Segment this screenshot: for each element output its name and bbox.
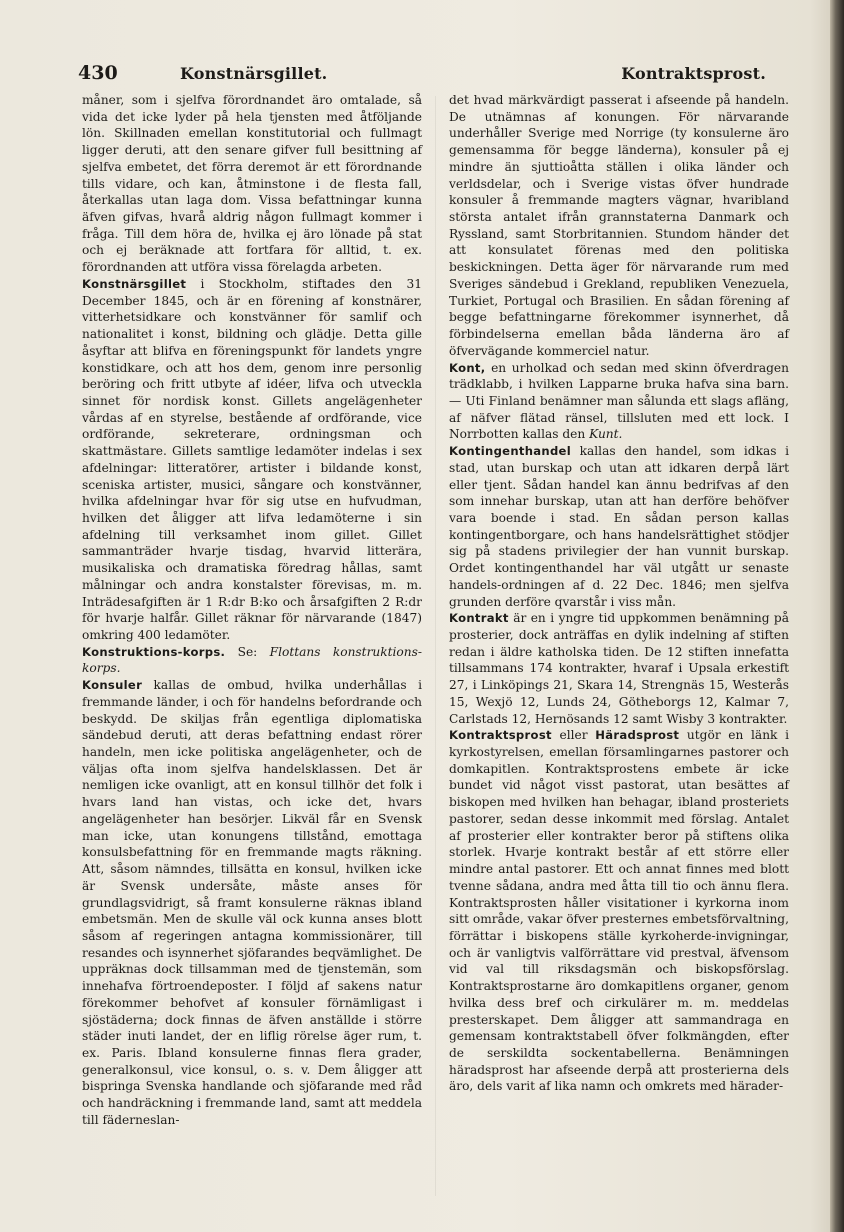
page-number: 430 [78, 62, 118, 84]
entry-keyword: Konsuler [82, 678, 143, 693]
page-edge-shadow [830, 0, 844, 1232]
running-head-right: Kontraktsprost. [621, 64, 766, 83]
left-column [82, 92, 422, 1129]
entry-kontraktsprost: Kontraktsprost eller Häradsprost utgör en länk i kyrkostyrelsen, emellan församlingarnes pastorer och domkapitlen. Kontraktsprostens embete är icke bundet vid något visst pastorat, utan besättes af biskopen med hvilken han behagar, ibland prosteriets pastorer, sedan desse inkommit med förslag. Antalet af prosterier eller kontrakter beror på stiftens olika storlek. Hvarje kontrakt består af ett större eller mindre antal pastorer. Ett och annat finnes med blott tvenne sådana, andra med åtta till tio och ännu flera. Kontraktsprosten håller visitationer i kyrkorna inom sitt område, vakar öfver presternes embetsförvaltning, förrättar i biskopens ställe kyrkoherde-invigningar, och är vanligtvis valförrättare vid prestval, äfvensom vid val till riksdagsmän och biskopsförslag. Kontraktsprostarne äro domkapitlens organer, genom hvilka dess bref och cirkulärer m. m. meddelas presterskapet. Dem åligger att sammandraga en gemensam kontraktstabell öfver folkmängden, efter de serskildta sockentabellerna. Benämningen häradsprost har afseende derpå att prosterierna dels äro, dels varit af lika namn och omkrets med härader- [449, 728, 789, 1094]
entry-kont: Kont, en urholkad och sedan med skinn öfverdragen trädklabb, i hvilken Lapparne bruka hafva sina barn. — Uti Finland benämner man sålunda ett slags afläng, af näfver flätad ränsel, tillsluten med ett lock. I Norrbotten kallas den Kunt. [449, 360, 789, 442]
entry-konstnarsgillet: Konstnärsgillet i Stockholm, stiftades den 31 December 1845, och är en förening af konstnärer, vitterhetsidkare och konstvänner för samlif och nationalitet i konst, bildning och glädje. Detta gille åsyftar att blifva en föreningspunkt för landets yngre konstidkare, och att hos dem, genom inre personlig beröring och fritt utbyte af idéer, lifva och utveckla sinnet för nordisk konst. Gillets angelägenheter vårdas af en styrelse, bestående af ordförande, vice ordförande, sekreterare, ordningsman och skattmästare. Gillets samtlige ledamöter indelas i sex afdelningar: litteratörer, artister i bildande konst, sceniska artister, musici, sångare och konstvänner, hvilka afdelningar hvar för sig utse en hufvudman, hvilken det åligger att lifva ledamöterne i sin afdelning till verksamhet inom gillet. Gillet sammanträder hvarje tisdag, hvarvid litterära, musikaliska och dramatiska föredrag hållas, samt målningar och andra konstalster förevisas, m. m. Inträdesafgiften är 1 R:dr B:ko och årsafgiften 2 R:dr för hvarje halfår. Gillet räknar för närvarande (1847) omkring 400 ledamöter. [82, 276, 422, 642]
entry-keyword-alt: Häradsprost [595, 728, 680, 743]
entry-keyword: Kontrakt [449, 611, 509, 626]
running-head-left: Konstnärsgillet. [180, 64, 328, 83]
cross-reference: Flottans konstruktions-korps. [82, 644, 422, 676]
entry-kontingenthandel: Kontingenthandel kallas den handel, som idkas i stad, utan burskap och utan att idkaren derpå lärt eller tjent. Sådan handel kan ännu bedrifvas af den som innehar burskap, utan att han derföre behöfver vara boende i stad. En sådan person kallas kontingentborgare, och hans handelsrättighet stödjer sig på stadens privilegier der han vunnit burskap. Ordet kontingenthandel har väl utgått ur senaste handels-ordningen af d. 22 Dec. 1846; men sjelfva grunden derföre qvarstår i viss mån. [449, 444, 789, 609]
paragraph-continuation: det hvad märkvärdigt passerat i afseende på handeln. De utnämnas af konungen. För närvarande underhåller Sverige med Norrige (ty konsulerne äro gemensamma för begge länderna), konsuler på ej mindre än sjuttioåtta ställen i olika länder och verldsdelar, och i Sverige vistas öfver hundrade konsuler å fremmande magters vägnar, hvaribland största antalet ifrån grannstaterna Danmark och Ryssland, samt Storbritannien. Stundom händer det att konsulatet förenas med den politiska beskickningen. Detta äger för närvarande rum med Sveriges sändebud i Grekland, republiken Venezuela, Turkiet, Portugal och Brasilien. En sådan förening af begge befattningarne förekommer isynnerhet, då förbindelserna emellan båda länderna äro af öfvervägande kommerciel natur. [449, 93, 789, 358]
entry-keyword: Kontraktsprost [449, 728, 552, 743]
entry-konstruktions-korps: Konstruktions-korps. Se: Flottans konstruktions-korps. [82, 644, 422, 676]
italic-term: Kunt. [589, 427, 623, 442]
paragraph-continuation: måner, som i sjelfva förordnandet äro omtalade, så vida det icke lyder på hela tjensten med åtföljande lön. Skillnaden emellan konstitutorial och fullmagt ligger deruti, att den senare gifver full besittning af sjelfva embetet, det förra deremot är ett förordnande tills vidare, och kan, åtminstone i de flesta fall, återkallas utan laga dom. Vissa befattningar kunna äfven gifvas, hvarå aldrig någon fullmagt kommer i fråga. Till dem höra de, hvilka ej äro lönade på stat och ej beräknade att fortfara för alltid, t. ex. förordnanden att utföra vissa förelagda arbeten. [82, 93, 422, 275]
column-gutter [435, 96, 436, 1196]
entry-keyword: Kont, [449, 360, 486, 375]
running-header [78, 62, 766, 86]
entry-keyword: Konstnärsgillet [82, 276, 187, 291]
right-column [449, 92, 789, 1095]
entry-keyword: Konstruktions-korps. [82, 644, 226, 659]
entry-konsuler: Konsuler kallas de ombud, hvilka underhållas i fremmande länder, i och för handelns befordrande och beskydd. De skiljas från egentliga diplomatiska sändebud deruti, att deras befattning endast rörer handeln, men icke politiska angelägenheter, och de väljas ofta inom sjelfva handelsklassen. Det är nemligen icke ovanligt, att en konsul tillhör det folk i hvars land han vistas, och icke det, hvars angelägenheter han besörjer. Likväl får en Svensk man icke, utan konungens tillstånd, emottaga konsulsbefattning för en fremmande magts räkning. Att, såsom nämndes, tillsätta en konsul, hvilken icke är Svensk undersåte, måste anses för grundlagsvidrigt, så framt konsulerne räknas ibland embetsmän. Men de skulle väl ock kunna anses blott såsom af regeringen antagna kommissionärer, till resandes och isynnerhet sjöfarandes beqvämlighet. De uppräknas dock tillsamman med de tjenstemän, som innehafva förtroendeposter. I följd af sakens natur förekommer behofvet af konsuler förnämligast i sjöstäderna; dock finnas de äfven anställde i större städer inuti landet, der en liflig rörelse äger rum, t. ex. Paris. Ibland konsulerne finnas flera grader, generalkonsul, vice konsul, o. s. v. Dem åligger att bispringa Svenska handlande och sjöfarande med råd och handräckning i fremmande land, samt att meddela till fäderneslan- [82, 678, 422, 1127]
entry-keyword: Kontingenthandel [449, 444, 571, 459]
entry-kontrakt: Kontrakt är en i yngre tid uppkommen benämning på prosterier, dock anträffas en dylik indelning af stiften redan i äldre katholska tiden. De 12 stiften innefatta tillsammans 174 kontrakter, hvaraf i Upsala erkestift 27, i Linköpings 21, Skara 14, Strengnäs 15, Westerås 15, Wexjö 12, Lunds 24, Götheborgs 12, Kalmar 7, Carlstads 12, Hernösands 12 samt Wisby 3 kontrakter. [449, 611, 789, 726]
